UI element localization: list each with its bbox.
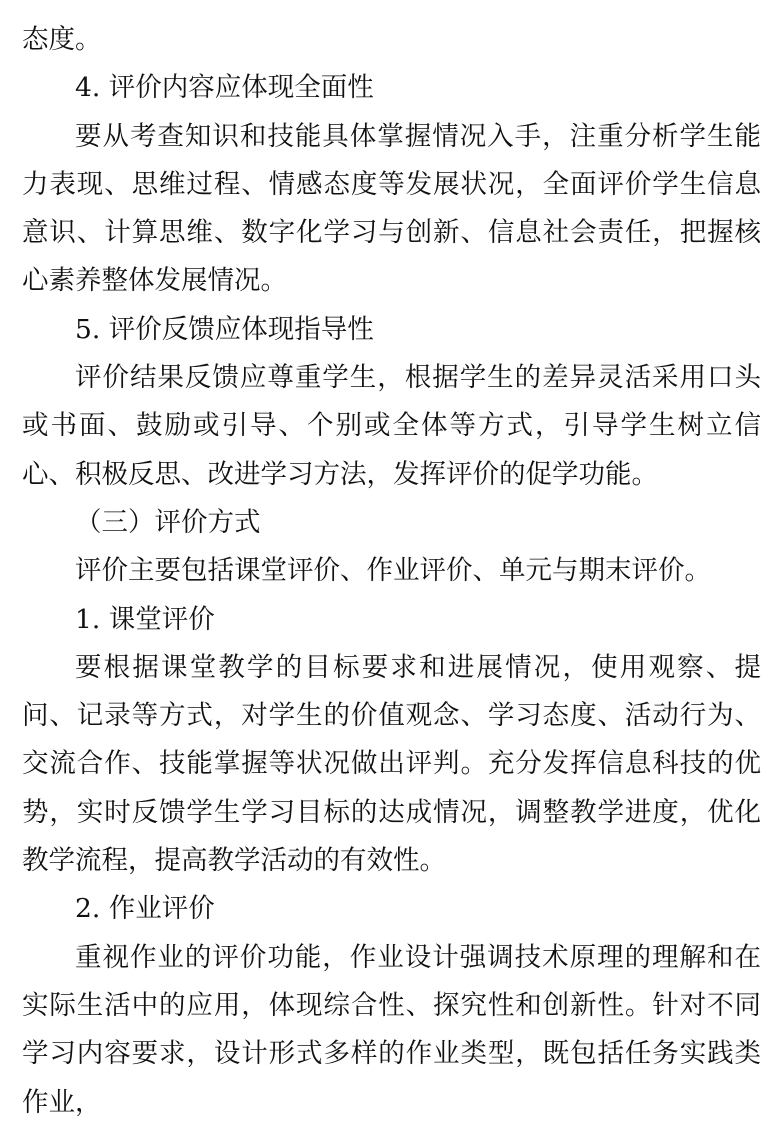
heading-homework-evaluation: 2. 作业评价 xyxy=(75,893,215,925)
paragraph-methods-intro: 评价主要包括课堂评价、作业评价、单元与期末评价。 xyxy=(75,555,711,587)
heading-classroom-evaluation: 1. 课堂评价 xyxy=(75,603,215,635)
paragraph-feedback: 评价结果反馈应尊重学生，根据学生的差异灵活采用口头或书面、鼓励或引导、个别或全体等方式，引导学生树立信心、积极反思、改进学习方法，发挥评价的促学功能。 xyxy=(22,362,761,490)
paragraph-continued: 态度。 xyxy=(22,24,102,55)
paragraph-comprehensive: 要从考查知识和技能具体掌握情况入手，注重分析学生能力表现、思维过程、情感态度等发展状况，全面评价学生信息意识、计算思维、数字化学习与创新、信息社会责任，把握核心素养整体发展情况。 xyxy=(22,120,761,297)
paragraph-homework-evaluation: 重视作业的评价功能，作业设计强调技术原理的理解和在实际生活中的应用，体现综合性、探究性和创新性。针对不同学习内容要求，设计形式多样的作业类型，既包括任务实践类作业， xyxy=(22,941,761,1118)
heading-item-5: 5. 评价反馈应体现指导性 xyxy=(75,313,374,345)
paragraph-classroom-evaluation: 要根据课堂教学的目标要求和进展情况，使用观察、提问、记录等方式，对学生的价值观念、学习态度、活动行为、交流合作、技能掌握等状况做出评判。充分发挥信息科技的优势，实时反馈学生学习目标的达成情况，调整教学进度，优化教学流程，提高教学活动的有效性。 xyxy=(22,651,761,877)
heading-item-4: 4. 评价内容应体现全面性 xyxy=(75,72,374,104)
section-heading-evaluation-methods: （三）评价方式 xyxy=(75,506,261,538)
